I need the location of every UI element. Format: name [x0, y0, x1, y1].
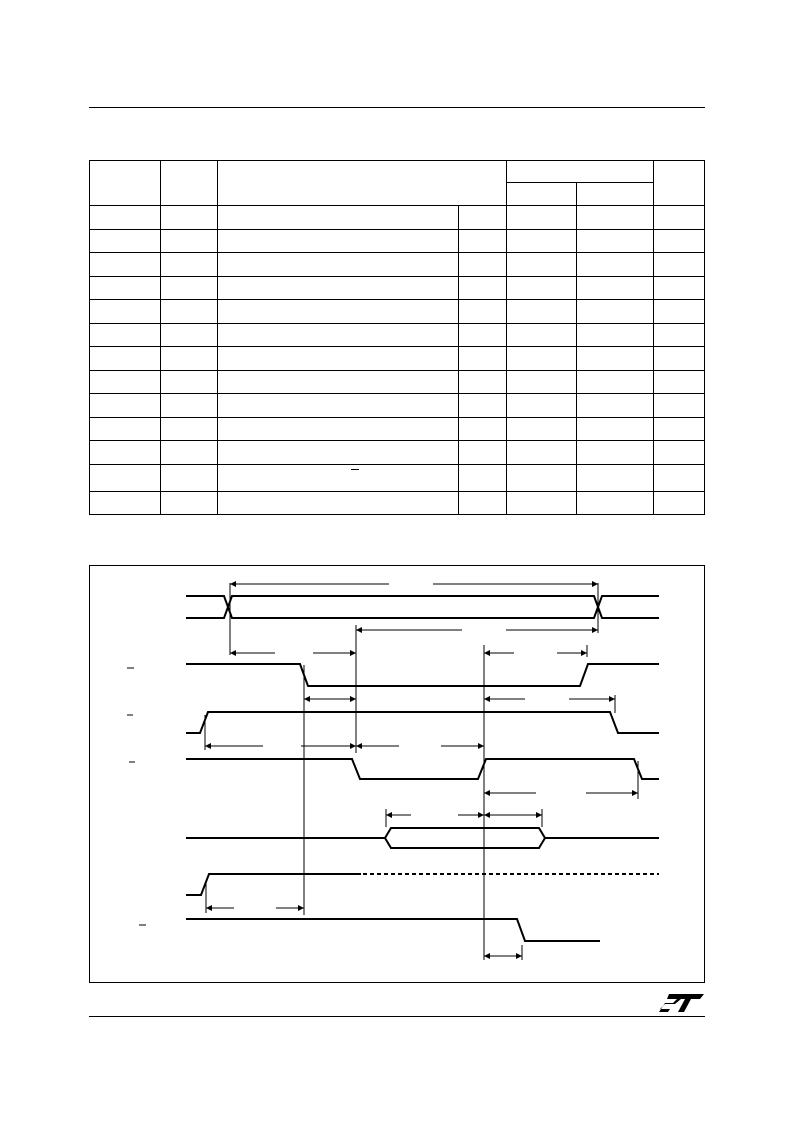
- footer-rule: [89, 1016, 705, 1017]
- signal-2-waveform: [186, 664, 659, 686]
- table-row-separators: [89, 230, 705, 492]
- timing-arrowheads: [205, 581, 638, 959]
- signal-3-waveform: [186, 712, 659, 733]
- table-frame: [90, 161, 705, 515]
- header-rule: [89, 107, 705, 108]
- signal-overbar-marks: [127, 668, 146, 925]
- signal-4-waveform: [186, 759, 659, 779]
- address-bus-waveform: [186, 596, 659, 618]
- signal-6-waveform: [186, 874, 361, 895]
- timing-arrows: [205, 584, 638, 956]
- data-bus-waveform: [186, 828, 659, 848]
- timing-reference-lines: [205, 583, 638, 960]
- st-logo-icon: [659, 993, 705, 1013]
- signal-7-waveform: [186, 919, 600, 941]
- ac-characteristics-table: [89, 160, 705, 515]
- timing-diagram: [89, 565, 705, 983]
